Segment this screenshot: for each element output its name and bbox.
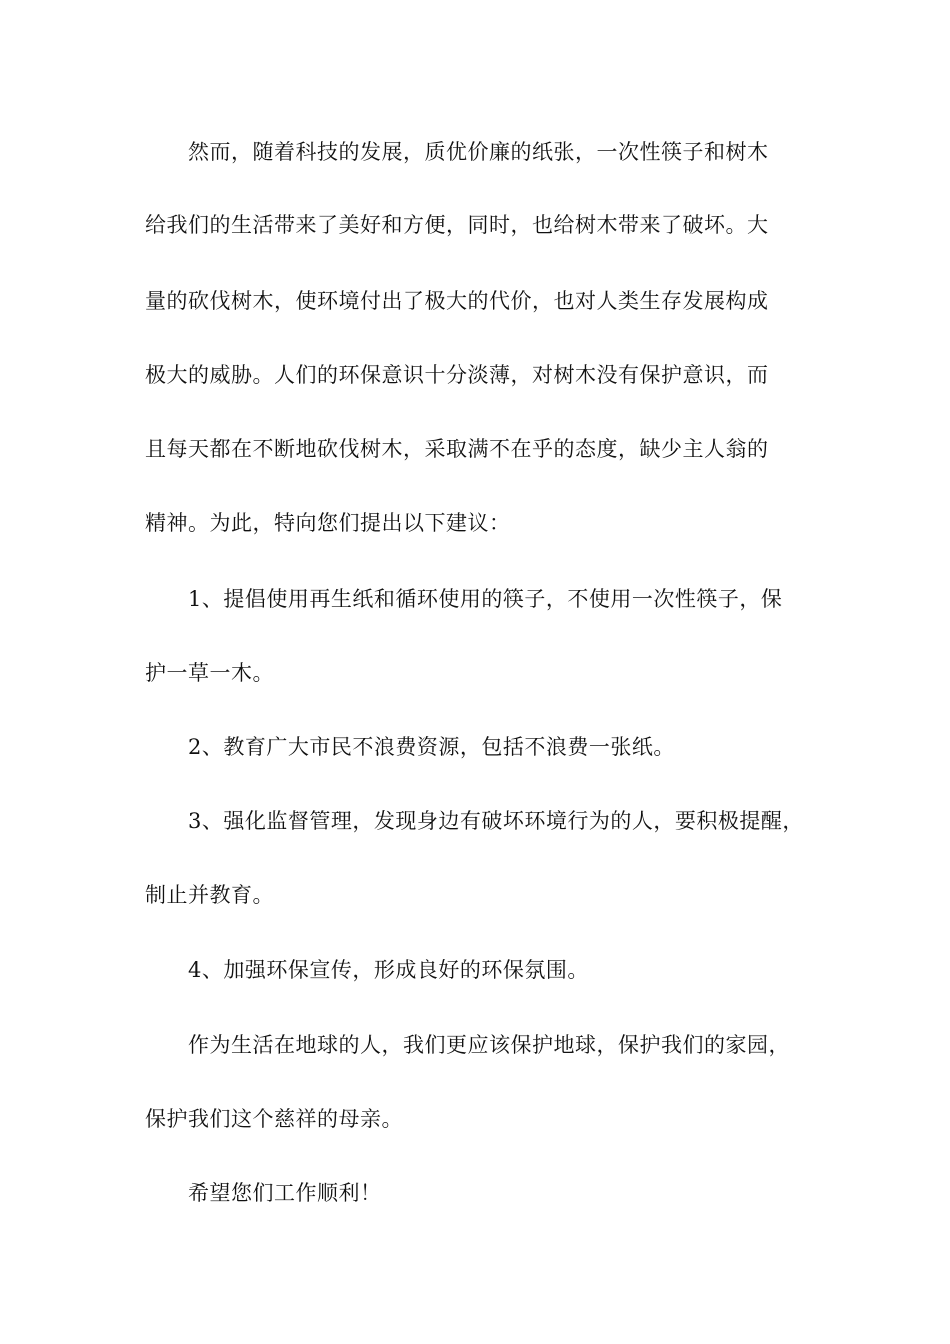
closing-wish-line: 希望您们工作顺利！ — [188, 1181, 382, 1205]
paragraph-line: 量的砍伐树木，使环境付出了极大的代价，也对人类生存发展构成 — [145, 289, 769, 313]
closing-paragraph-line: 作为生活在地球的人，我们更应该保护地球，保护我们的家园， — [188, 1033, 790, 1057]
paragraph-line: 然而，随着科技的发展，质优价廉的纸张，一次性筷子和树木 — [188, 140, 769, 164]
list-item-1-line: 1、提倡使用再生纸和循环使用的筷子，不使用一次性筷子，保 — [188, 587, 783, 611]
list-item-3-line: 制止并教育。 — [145, 883, 274, 907]
list-item-3-line: 3、强化监督管理，发现身边有破坏环境行为的人，要积极提醒， — [188, 809, 804, 833]
list-item-4-line: 4、加强环保宣传，形成良好的环保氛围。 — [188, 958, 589, 982]
paragraph-line: 且每天都在不断地砍伐树木，采取满不在乎的态度，缺少主人翁的 — [145, 437, 769, 461]
list-item-2-line: 2、教育广大市民不浪费资源，包括不浪费一张纸。 — [188, 735, 675, 759]
paragraph-line: 给我们的生活带来了美好和方便，同时，也给树木带来了破坏。大 — [145, 213, 769, 237]
list-item-1-line: 护一草一木。 — [145, 661, 274, 685]
paragraph-line: 精神。为此，特向您们提出以下建议： — [145, 511, 511, 535]
paragraph-line: 极大的威胁。人们的环保意识十分淡薄，对树木没有保护意识，而 — [145, 363, 769, 387]
closing-paragraph-line: 保护我们这个慈祥的母亲。 — [145, 1107, 403, 1131]
